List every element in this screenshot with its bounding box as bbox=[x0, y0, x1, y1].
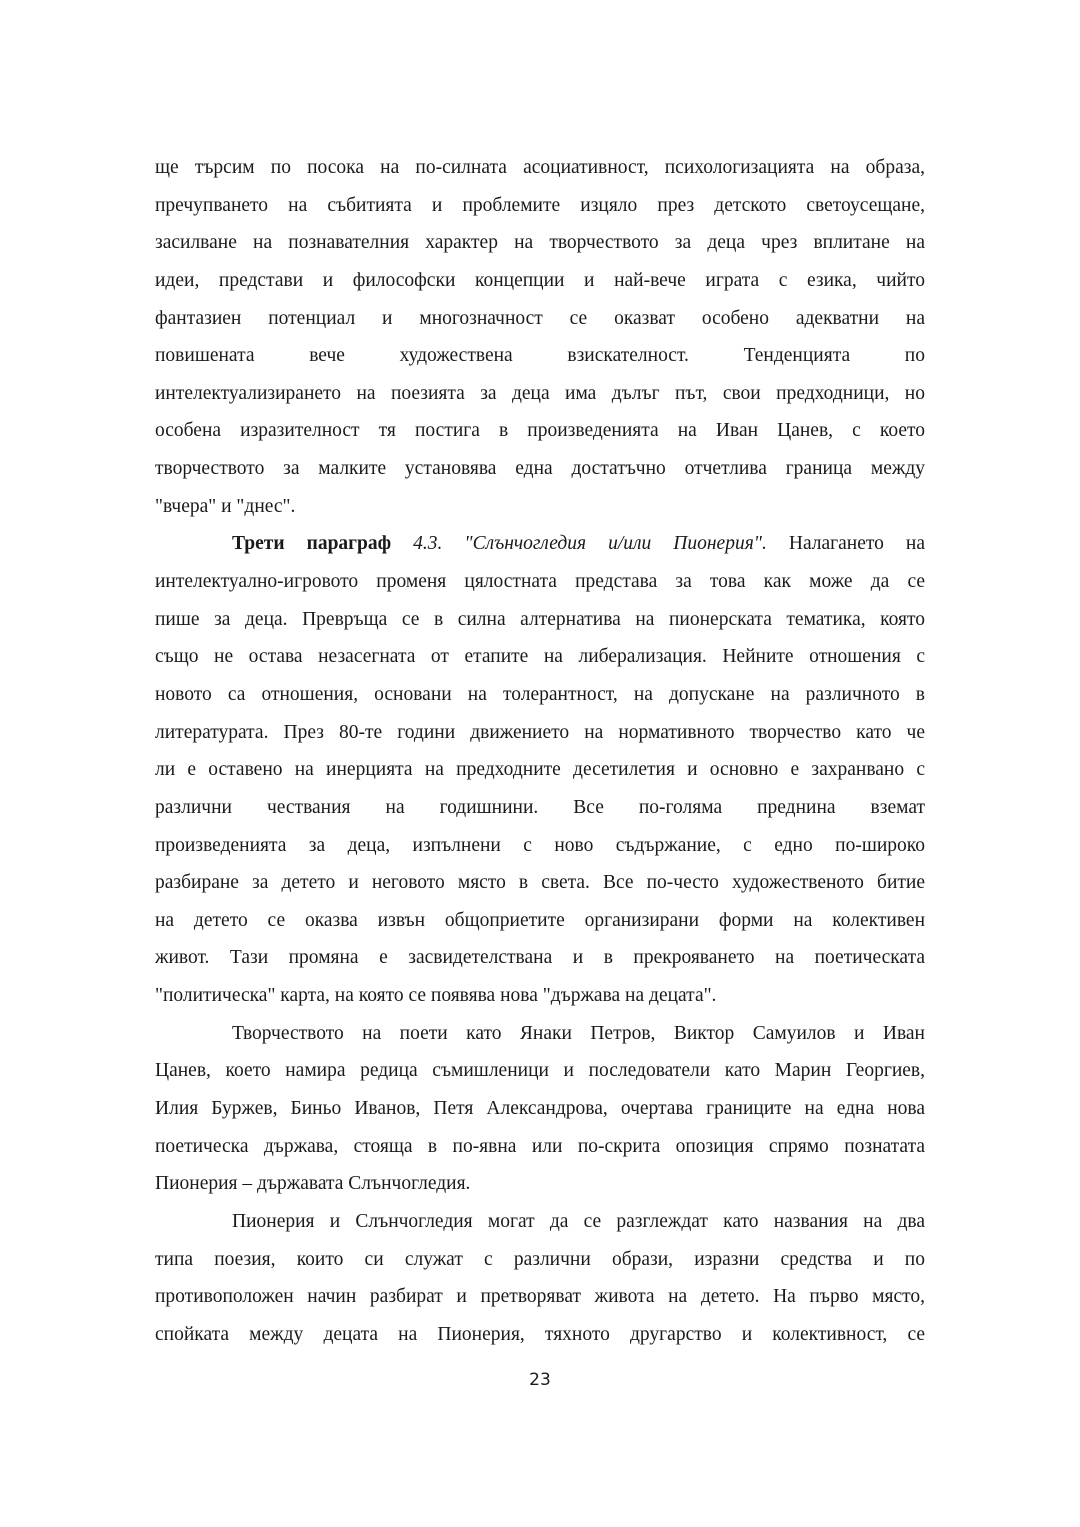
text-line: разбиране за детето и неговото място в света. Все по-често художественото битие bbox=[155, 872, 925, 894]
text-line: произведенията за деца, изпълнени с ново съдържание, с едно по-широко bbox=[155, 834, 925, 856]
section-paragraph bbox=[155, 525, 925, 1014]
text-line: идеи, представи и философски концепции и най-вече играта с езика, чийто bbox=[155, 269, 925, 291]
text-line: живот. Тази промяна е засвидетелствана и в прекрояването на поетическата bbox=[155, 947, 925, 969]
text-line: интелектуално-игровото променя цялостната представа за това как може да се bbox=[155, 571, 925, 593]
paragraph bbox=[155, 1015, 925, 1203]
paragraph-continuation bbox=[155, 149, 925, 525]
section-heading-line bbox=[155, 525, 925, 563]
text-line: литературата. През 80-те години движението на нормативното творчество като че bbox=[155, 721, 925, 743]
text-line: различни чествания на годишнини. Все по-голяма преднина вземат bbox=[155, 796, 925, 818]
paragraph bbox=[155, 1203, 925, 1354]
text-line: Пионерия и Слънчогледия могат да се разглеждат като названия на два bbox=[232, 1210, 925, 1232]
text-line: противоположен начин разбират и претворяват живота на детето. На първо място, bbox=[155, 1286, 925, 1308]
text-line: пише за деца. Превръща се в силна алтернатива на пионерската тематика, която bbox=[155, 608, 925, 630]
text-line: Илия Буржев, Биньо Иванов, Петя Александрова, очертава границите на една нова bbox=[155, 1098, 925, 1120]
text-line: новото са отношения, основани на толерантност, на допускане на различното в bbox=[155, 683, 925, 705]
section-heading-bold: Трети параграф bbox=[232, 533, 392, 555]
text-line: спойката между децата на Пионерия, тяхното другарство и колективност, се bbox=[155, 1323, 925, 1345]
text-line: особена изразителност тя постига в произведенията на Иван Цанев, с което bbox=[155, 420, 925, 442]
text-line: фантазиен потенциал и многозначност се оказват особено адекватни на bbox=[155, 307, 925, 329]
section-heading-rest: Налагането на bbox=[788, 533, 926, 555]
text-line: пречупването на събитията и проблемите изцяло през детското светоусещане, bbox=[155, 194, 925, 216]
text-line: ще търсим по посока на по-силната асоциативност, психологизацията на образа, bbox=[155, 157, 925, 178]
section-heading-title: 4.3. "Слънчогледия и/или Пионерия". bbox=[413, 533, 767, 555]
text-line: творчеството за малките установява една достатъчно отчетлива граница между bbox=[155, 458, 925, 480]
body-text bbox=[155, 149, 925, 1354]
text-line: интелектуализирането на поезията за деца има дълъг път, свои предходници, но bbox=[155, 382, 925, 404]
page-number: 23 bbox=[529, 1370, 551, 1390]
text-line: "вчера" и "днес". bbox=[155, 495, 296, 517]
text-line: повишената вече художествена взискателност. Тенденцията по bbox=[155, 345, 925, 367]
text-line: засилване на познавателния характер на творчеството за деца чрез вплитане на bbox=[155, 232, 925, 254]
text-line: Творчеството на поети като Янаки Петров, Виктор Самуилов и Иван bbox=[232, 1022, 925, 1044]
text-line: типа поезия, които си служат с различни образи, изразни средства и по bbox=[155, 1248, 925, 1270]
text-line: също не остава незасегната от етапите на либерализация. Нейните отношения с bbox=[155, 646, 925, 668]
text-line: Цанев, което намира редица съмишленици и последователи като Марин Георгиев, bbox=[155, 1060, 925, 1082]
text-line: на детето се оказва извън общоприетите организирани форми на колективен bbox=[155, 909, 925, 931]
text-line: ли е оставено на инерцията на предходните десетилетия и основно е захранвано с bbox=[155, 759, 925, 781]
text-line: поетическа държава, стояща в по-явна или по-скрита опозиция спрямо познатата bbox=[155, 1135, 925, 1157]
text-line: "политическа" карта, на която се появява нова "държава на децата". bbox=[155, 985, 717, 1007]
text-line: Пионерия – държавата Слънчогледия. bbox=[155, 1173, 471, 1195]
